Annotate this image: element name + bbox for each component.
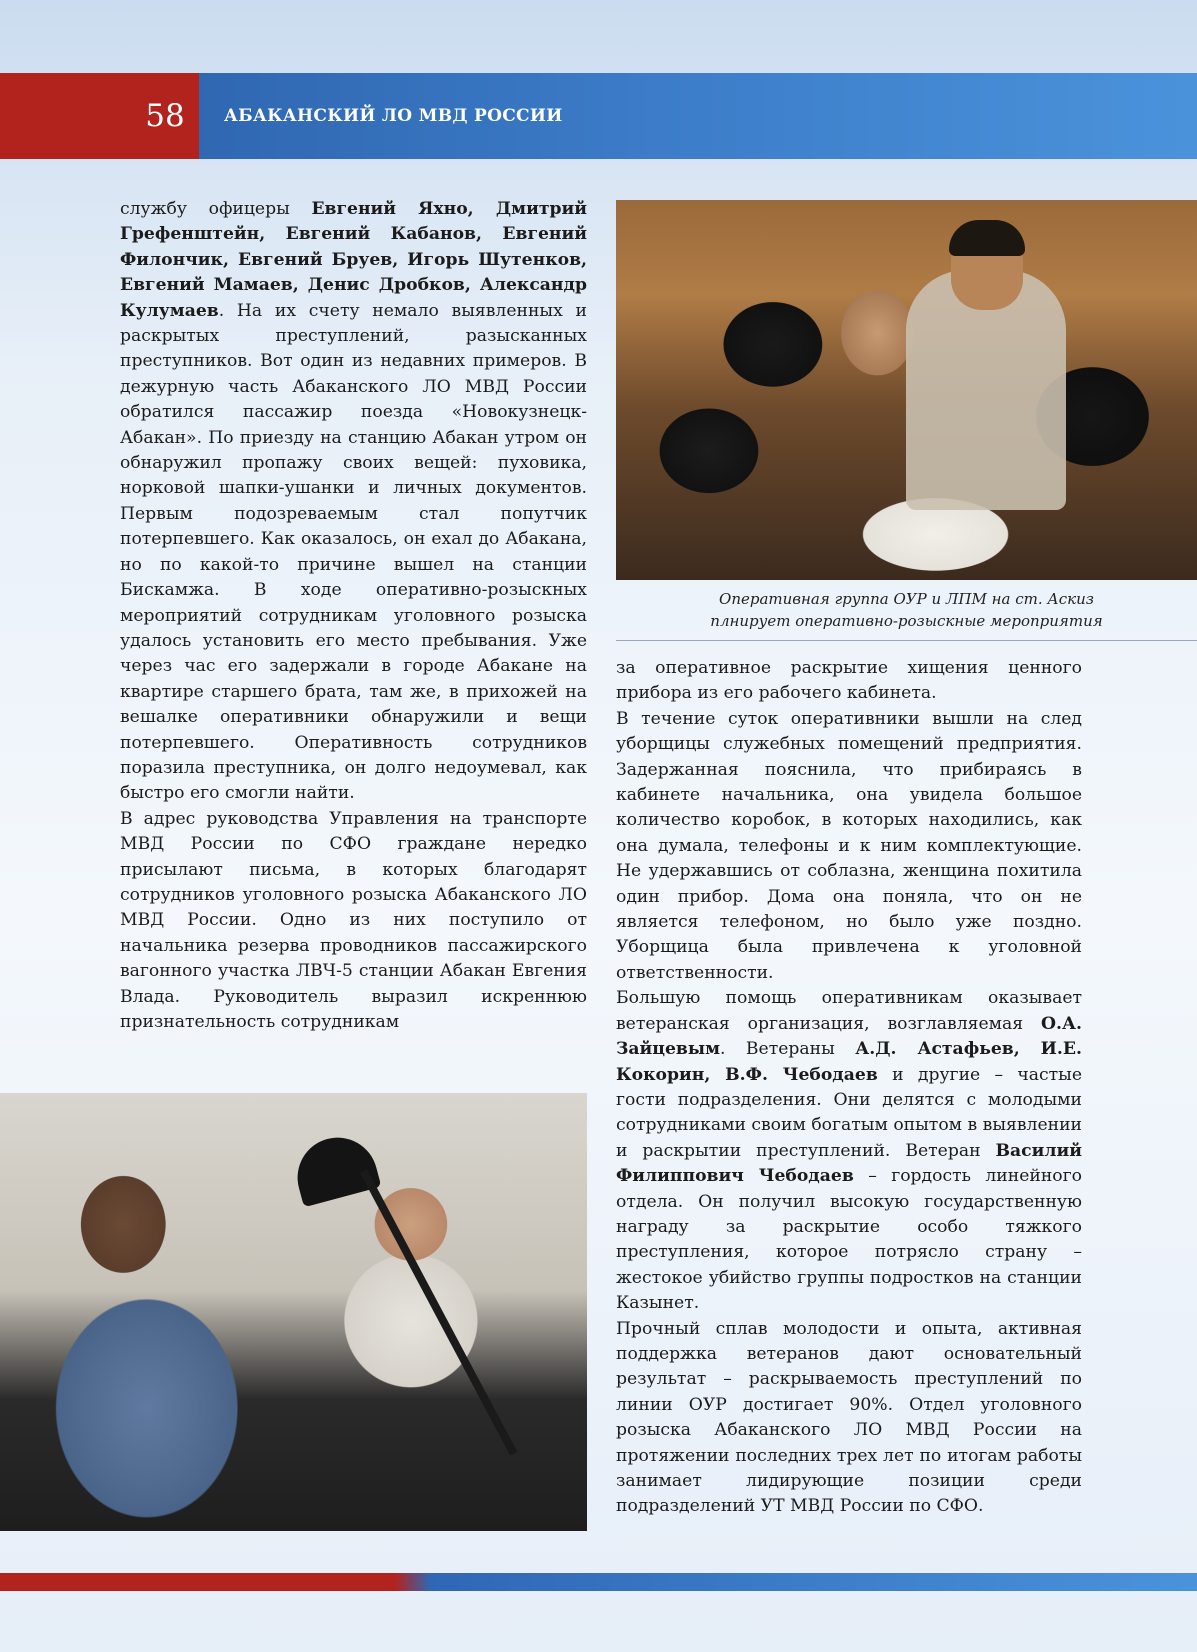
photo-operative-group bbox=[616, 200, 1197, 580]
page-number-box bbox=[0, 73, 199, 159]
caption-divider bbox=[616, 640, 1197, 641]
photo-office bbox=[0, 1093, 587, 1531]
left-column bbox=[120, 197, 587, 1035]
right-column bbox=[616, 656, 1082, 1520]
paragraph: Прочный сплав молодости и опыта, активная поддержка ветеранов дают основательный результат – раскрываемость преступлений по линии ОУР достигает 90%. Отдел уголовного розыска Абаканского ЛО МВД России на протяжении последних трех лет по итогам работы занимает лидирующие позиции среди подразделений УТ МВД России по СФО. bbox=[616, 1318, 1082, 1517]
paragraph: В течение суток оперативники вышли на след уборщицы служебных помещений предприятия. Задержанная пояснила, что прибираясь в кабинете начальника, она увидела большое количество коробок, в которых находились, как она думала, телефоны и к ним комплектующие. Не удержавшись от соблазна, женщина похитила один прибор. Дома она поняла, что он не является телефоном, но было уже поздно. Уборщица была привлечена к уголовной ответственности. bbox=[616, 708, 1082, 983]
paragraph: службу офицеры Евгений Яхно, Дмитрий Грефенштейн, Евгений Кабанов, Евгений Филончик, Евгений Бруев, Игорь Шутенков, Евгений Мамаев, Денис Дробков, Александр Кулумаев. На их счету немало выявленных и раскрытых преступлений, разысканных преступников. Вот один из недавних примеров. В дежурную часть Абаканского ЛО МВД России обратился пассажир поезда «Новокузнецк-Абакан». По приезду на станцию Абакан утром он обнаружил пропажу своих вещей: пуховика, норковой шапки-ушанки и личных документов. Первым подозреваемым стал попутчик потерпевшего. Как оказалось, он ехал до Абакана, но по какой-то причине вышел на станции Бискамжа. В ходе оперативно-розыскных мероприятий сотрудникам уголовного розыска удалось установить его место пребывания. Уже через час его задержали в городе Абакане на квартире старшего брата, там же, в прихожей на вешалке оперативники обнаружили и вещи потерпевшего. Оперативность сотрудников поразила преступника, он долго недоумевал, как быстро его смогли найти. bbox=[120, 199, 587, 804]
page-number: 58 bbox=[145, 98, 185, 134]
caption-line: Оперативная группа ОУР и ЛПМ на ст. Аскиз bbox=[719, 590, 1094, 608]
page-header bbox=[0, 73, 1197, 159]
caption-line: плнирует оперативно-розыскные мероприятия bbox=[710, 612, 1103, 630]
paragraph: В адрес руководства Управления на транспорте МВД России по СФО граждане нередко присылают письма, в которых благодарят сотрудников уголовного розыска Абаканского ЛО МВД России. Одно из них поступило от начальника резерва проводников пассажирского вагонного участка ЛВЧ-5 станции Абакан Евгения Влада. Руководитель выразил искреннюю признательность сотрудникам bbox=[120, 808, 587, 1032]
footer-bar bbox=[0, 1573, 1197, 1591]
section-title: АБАКАНСКИЙ ЛО МВД РОССИИ bbox=[224, 106, 563, 126]
paragraph: за оперативное раскрытие хищения ценного прибора из его рабочего кабинета. bbox=[616, 658, 1082, 704]
photo-caption bbox=[616, 588, 1197, 632]
paragraph: Большую помощь оперативникам оказывает ветеранская организация, возглавляемая О.А. Зайцевым. Ветераны А.Д. Астафьев, И.Е. Кокорин, В.Ф. Чебодаев и другие – частые гости подразделения. Они делятся с молодыми сотрудниками своим богатым опытом в выявлении и раскрытии преступлений. Ветеран Василий Филиппович Чебодаев – гордость линейного отдела. Он получил высокую государственную награду за раскрытие особо тяжкого преступления, которое потрясло страну – жестокое убийство группы подростков на станции Казынет. bbox=[616, 988, 1083, 1314]
